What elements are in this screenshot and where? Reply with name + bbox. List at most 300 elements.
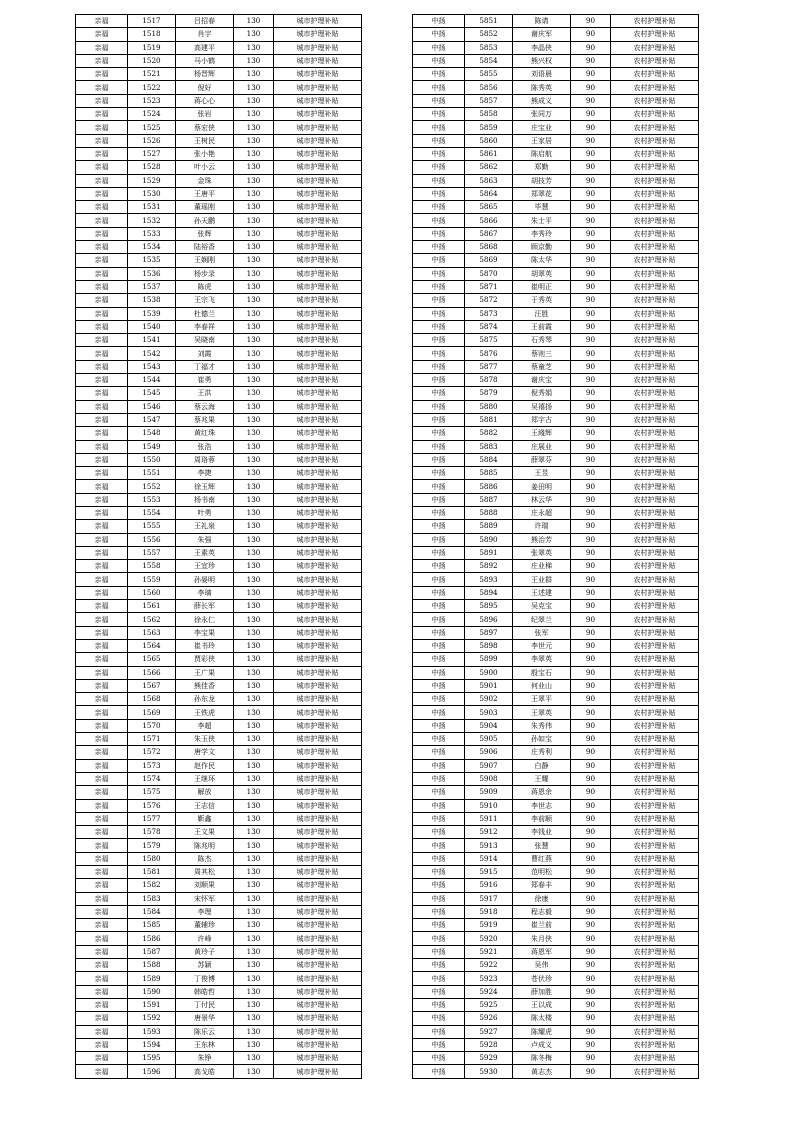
name-cell: 张小艳: [176, 147, 234, 160]
name-cell: 李世元: [513, 639, 571, 652]
table-row: [76, 241, 362, 254]
subsidy-type-cell: 农村护理补贴: [611, 28, 699, 41]
name-cell: 郑宇古: [513, 413, 571, 426]
town-cell: 亲福: [76, 613, 128, 626]
subsidy-type-cell: 城市护理补贴: [274, 294, 362, 307]
name-cell: 张慧: [513, 839, 571, 852]
serial-number-cell: 5905: [465, 733, 513, 746]
amount-cell: 130: [234, 161, 274, 174]
serial-number-cell: 5864: [465, 187, 513, 200]
town-cell: 中扬: [413, 560, 465, 573]
amount-cell: 90: [571, 1065, 611, 1078]
town-cell: 中扬: [413, 307, 465, 320]
serial-number-cell: 5851: [465, 15, 513, 28]
serial-number-cell: 5857: [465, 94, 513, 107]
subsidy-type-cell: 农村护理补贴: [611, 161, 699, 174]
serial-number-cell: 5903: [465, 706, 513, 719]
name-cell: 陈请: [513, 15, 571, 28]
amount-cell: 130: [234, 280, 274, 293]
table-row: [413, 280, 699, 293]
town-cell: 中扬: [413, 294, 465, 307]
serial-number-cell: 5881: [465, 413, 513, 426]
town-cell: 亲福: [76, 759, 128, 772]
subsidy-type-cell: 农村护理补贴: [611, 307, 699, 320]
subsidy-type-cell: 城市护理补贴: [274, 1065, 362, 1078]
serial-number-cell: 1555: [128, 520, 176, 533]
amount-cell: 130: [234, 959, 274, 972]
amount-cell: 130: [234, 467, 274, 480]
table-row: [76, 413, 362, 426]
amount-cell: 130: [234, 400, 274, 413]
amount-cell: 90: [571, 586, 611, 599]
subsidy-type-cell: 农村护理补贴: [611, 706, 699, 719]
town-cell: 亲福: [76, 693, 128, 706]
table-row: [413, 360, 699, 373]
name-cell: 黄玲子: [176, 945, 234, 958]
subsidy-type-cell: 城市护理补贴: [274, 799, 362, 812]
serial-number-cell: 1526: [128, 134, 176, 147]
name-cell: 王东林: [176, 1038, 234, 1051]
name-cell: 顾京勤: [513, 241, 571, 254]
town-cell: 中扬: [413, 1012, 465, 1025]
subsidy-type-cell: 农村护理补贴: [611, 759, 699, 772]
town-cell: 中扬: [413, 653, 465, 666]
town-cell: 亲福: [76, 799, 128, 812]
name-cell: 杨步录: [176, 267, 234, 280]
amount-cell: 90: [571, 546, 611, 559]
town-cell: 亲福: [76, 866, 128, 879]
town-cell: 中扬: [413, 852, 465, 865]
name-cell: 郑勤: [513, 161, 571, 174]
name-cell: 苏颖: [176, 959, 234, 972]
table-row: [76, 1025, 362, 1038]
serial-number-cell: 1579: [128, 839, 176, 852]
serial-number-cell: 1583: [128, 892, 176, 905]
town-cell: 亲福: [76, 161, 128, 174]
serial-number-cell: 5907: [465, 759, 513, 772]
serial-number-cell: 5913: [465, 839, 513, 852]
serial-number-cell: 1534: [128, 241, 176, 254]
subsidy-type-cell: 城市护理补贴: [274, 374, 362, 387]
serial-number-cell: 5896: [465, 613, 513, 626]
town-cell: 中扬: [413, 334, 465, 347]
name-cell: 白静: [513, 759, 571, 772]
subsidy-type-cell: 农村护理补贴: [611, 227, 699, 240]
town-cell: 亲福: [76, 134, 128, 147]
town-cell: 亲福: [76, 387, 128, 400]
subsidy-type-cell: 农村护理补贴: [611, 493, 699, 506]
subsidy-type-cell: 农村护理补贴: [611, 573, 699, 586]
name-cell: 程志毅: [513, 905, 571, 918]
table-row: [413, 147, 699, 160]
town-cell: 亲福: [76, 320, 128, 333]
serial-number-cell: 1571: [128, 733, 176, 746]
amount-cell: 130: [234, 1052, 274, 1065]
town-cell: 亲福: [76, 480, 128, 493]
serial-number-cell: 1570: [128, 719, 176, 732]
serial-number-cell: 5888: [465, 506, 513, 519]
subsidy-type-cell: 城市护理补贴: [274, 573, 362, 586]
subsidy-type-cell: 城市护理补贴: [274, 998, 362, 1011]
town-cell: 亲福: [76, 440, 128, 453]
amount-cell: 130: [234, 254, 274, 267]
serial-number-cell: 1540: [128, 320, 176, 333]
table-row: [413, 932, 699, 945]
name-cell: 蔡则三: [513, 347, 571, 360]
table-row: [76, 147, 362, 160]
amount-cell: 90: [571, 121, 611, 134]
name-cell: 何业山: [513, 679, 571, 692]
name-cell: 陈杰: [176, 852, 234, 865]
name-cell: 王前霞: [513, 320, 571, 333]
town-cell: 中扬: [413, 626, 465, 639]
name-cell: 赵作民: [176, 759, 234, 772]
town-cell: 中扬: [413, 108, 465, 121]
subsidy-type-cell: 城市护理补贴: [274, 81, 362, 94]
table-row: [413, 679, 699, 692]
subsidy-type-cell: 农村护理补贴: [611, 121, 699, 134]
town-cell: 亲福: [76, 400, 128, 413]
town-cell: 中扬: [413, 480, 465, 493]
town-cell: 亲福: [76, 1052, 128, 1065]
town-cell: 亲福: [76, 1065, 128, 1078]
serial-number-cell: 1548: [128, 427, 176, 440]
subsidy-type-cell: 城市护理补贴: [274, 919, 362, 932]
amount-cell: 90: [571, 826, 611, 839]
name-cell: 薛加胜: [513, 985, 571, 998]
serial-number-cell: 5856: [465, 81, 513, 94]
town-cell: 中扬: [413, 320, 465, 333]
table-row: [413, 759, 699, 772]
subsidy-type-cell: 城市护理补贴: [274, 945, 362, 958]
amount-cell: 90: [571, 1052, 611, 1065]
table-row: [76, 520, 362, 533]
town-cell: 亲福: [76, 254, 128, 267]
name-cell: 张翠英: [513, 546, 571, 559]
name-cell: 吴禧扬: [513, 400, 571, 413]
subsidy-type-cell: 农村护理补贴: [611, 241, 699, 254]
name-cell: 张辉: [176, 227, 234, 240]
table-row: [413, 427, 699, 440]
name-cell: 徐永仁: [176, 613, 234, 626]
serial-number-cell: 1560: [128, 586, 176, 599]
name-cell: 庄业梯: [513, 560, 571, 573]
name-cell: 曹红燕: [513, 852, 571, 865]
table-row: [76, 427, 362, 440]
town-cell: 亲福: [76, 493, 128, 506]
name-cell: 张军: [513, 626, 571, 639]
serial-number-cell: 1586: [128, 932, 176, 945]
amount-cell: 130: [234, 440, 274, 453]
subsidy-type-cell: 城市护理补贴: [274, 360, 362, 373]
amount-cell: 130: [234, 387, 274, 400]
serial-number-cell: 1576: [128, 799, 176, 812]
amount-cell: 130: [234, 15, 274, 28]
town-cell: 亲福: [76, 15, 128, 28]
serial-number-cell: 5874: [465, 320, 513, 333]
serial-number-cell: 5928: [465, 1038, 513, 1051]
name-cell: 熊成义: [513, 94, 571, 107]
table-row: [76, 733, 362, 746]
town-cell: 亲福: [76, 826, 128, 839]
town-cell: 中扬: [413, 453, 465, 466]
town-cell: 亲福: [76, 294, 128, 307]
subsidy-type-cell: 城市护理补贴: [274, 467, 362, 480]
amount-cell: 90: [571, 440, 611, 453]
serial-number-cell: 1547: [128, 413, 176, 426]
name-cell: 庄宝业: [513, 121, 571, 134]
subsidy-type-cell: 城市护理补贴: [274, 812, 362, 825]
subsidy-type-cell: 城市护理补贴: [274, 879, 362, 892]
serial-number-cell: 5862: [465, 161, 513, 174]
table-row: [413, 214, 699, 227]
amount-cell: 90: [571, 560, 611, 573]
amount-cell: 90: [571, 959, 611, 972]
town-cell: 中扬: [413, 28, 465, 41]
right-subsidy-table: [412, 14, 699, 1079]
amount-cell: 130: [234, 54, 274, 67]
amount-cell: 130: [234, 812, 274, 825]
subsidy-type-cell: 城市护理补贴: [274, 613, 362, 626]
serial-number-cell: 5898: [465, 639, 513, 652]
subsidy-type-cell: 城市护理补贴: [274, 121, 362, 134]
name-cell: 王宗飞: [176, 294, 234, 307]
town-cell: 亲福: [76, 852, 128, 865]
town-cell: 亲福: [76, 201, 128, 214]
table-row: [76, 905, 362, 918]
name-cell: 陈太楼: [513, 1012, 571, 1025]
name-cell: 王翠平: [513, 693, 571, 706]
serial-number-cell: 5917: [465, 892, 513, 905]
subsidy-type-cell: 农村护理补贴: [611, 440, 699, 453]
name-cell: 庄永超: [513, 506, 571, 519]
table-row: [76, 972, 362, 985]
subsidy-type-cell: 城市护理补贴: [274, 972, 362, 985]
table-row: [76, 108, 362, 121]
serial-number-cell: 1567: [128, 679, 176, 692]
name-cell: 解放: [176, 786, 234, 799]
amount-cell: 130: [234, 1038, 274, 1051]
name-cell: 蒋心心: [176, 94, 234, 107]
amount-cell: 130: [234, 108, 274, 121]
subsidy-type-cell: 农村护理补贴: [611, 786, 699, 799]
serial-number-cell: 5866: [465, 214, 513, 227]
amount-cell: 90: [571, 600, 611, 613]
serial-number-cell: 5900: [465, 666, 513, 679]
serial-number-cell: 5884: [465, 453, 513, 466]
amount-cell: 90: [571, 919, 611, 932]
table-row: [413, 1038, 699, 1051]
name-cell: 朱强: [176, 533, 234, 546]
serial-number-cell: 5912: [465, 826, 513, 839]
subsidy-type-cell: 城市护理补贴: [274, 733, 362, 746]
amount-cell: 90: [571, 666, 611, 679]
amount-cell: 130: [234, 307, 274, 320]
name-cell: 蔡兆果: [176, 413, 234, 426]
subsidy-type-cell: 城市护理补贴: [274, 546, 362, 559]
subsidy-type-cell: 城市护理补贴: [274, 679, 362, 692]
amount-cell: 90: [571, 161, 611, 174]
serial-number-cell: 1537: [128, 280, 176, 293]
subsidy-type-cell: 城市护理补贴: [274, 41, 362, 54]
table-row: [76, 1012, 362, 1025]
amount-cell: 90: [571, 998, 611, 1011]
amount-cell: 90: [571, 467, 611, 480]
town-cell: 亲福: [76, 1012, 128, 1025]
amount-cell: 130: [234, 520, 274, 533]
amount-cell: 90: [571, 227, 611, 240]
serial-number-cell: 5922: [465, 959, 513, 972]
subsidy-type-cell: 城市护理补贴: [274, 786, 362, 799]
subsidy-type-cell: 农村护理补贴: [611, 839, 699, 852]
serial-number-cell: 5865: [465, 201, 513, 214]
amount-cell: 90: [571, 254, 611, 267]
subsidy-type-cell: 城市护理补贴: [274, 440, 362, 453]
town-cell: 亲福: [76, 905, 128, 918]
name-cell: 熊治芳: [513, 533, 571, 546]
town-cell: 中扬: [413, 161, 465, 174]
subsidy-type-cell: 城市护理补贴: [274, 413, 362, 426]
town-cell: 中扬: [413, 719, 465, 732]
table-row: [76, 573, 362, 586]
subsidy-type-cell: 农村护理补贴: [611, 267, 699, 280]
serial-number-cell: 5899: [465, 653, 513, 666]
serial-number-cell: 5906: [465, 746, 513, 759]
subsidy-type-cell: 农村护理补贴: [611, 998, 699, 1011]
name-cell: 王唐平: [176, 187, 234, 200]
table-row: [413, 746, 699, 759]
subsidy-type-cell: 农村护理补贴: [611, 666, 699, 679]
amount-cell: 130: [234, 453, 274, 466]
name-cell: 徐康: [513, 892, 571, 905]
name-cell: 李秀玲: [513, 227, 571, 240]
serial-number-cell: 5877: [465, 360, 513, 373]
subsidy-type-cell: 农村护理补贴: [611, 94, 699, 107]
name-cell: 王宜珍: [176, 560, 234, 573]
amount-cell: 130: [234, 121, 274, 134]
serial-number-cell: 1594: [128, 1038, 176, 1051]
name-cell: 纪翠兰: [513, 613, 571, 626]
name-cell: 高建平: [176, 41, 234, 54]
name-cell: 王昱: [513, 467, 571, 480]
town-cell: 中扬: [413, 998, 465, 1011]
serial-number-cell: 1545: [128, 387, 176, 400]
serial-number-cell: 1539: [128, 307, 176, 320]
amount-cell: 130: [234, 879, 274, 892]
town-cell: 亲福: [76, 733, 128, 746]
amount-cell: 130: [234, 600, 274, 613]
amount-cell: 130: [234, 560, 274, 573]
name-cell: 崔书玲: [176, 639, 234, 652]
serial-number-cell: 5863: [465, 174, 513, 187]
town-cell: 中扬: [413, 905, 465, 918]
subsidy-type-cell: 农村护理补贴: [611, 905, 699, 918]
name-cell: 王洪: [176, 387, 234, 400]
serial-number-cell: 5929: [465, 1052, 513, 1065]
serial-number-cell: 1530: [128, 187, 176, 200]
amount-cell: 90: [571, 54, 611, 67]
serial-number-cell: 5921: [465, 945, 513, 958]
serial-number-cell: 1558: [128, 560, 176, 573]
town-cell: 中扬: [413, 227, 465, 240]
table-row: [413, 334, 699, 347]
serial-number-cell: 5909: [465, 786, 513, 799]
subsidy-type-cell: 城市护理补贴: [274, 68, 362, 81]
serial-number-cell: 1587: [128, 945, 176, 958]
amount-cell: 130: [234, 892, 274, 905]
town-cell: 亲福: [76, 812, 128, 825]
table-row: [76, 161, 362, 174]
name-cell: 倪好: [176, 81, 234, 94]
table-row: [76, 81, 362, 94]
name-cell: 庄秀利: [513, 746, 571, 759]
name-cell: 孙晏明: [176, 573, 234, 586]
name-cell: 王以成: [513, 998, 571, 1011]
name-cell: 毕慧: [513, 201, 571, 214]
amount-cell: 90: [571, 320, 611, 333]
town-cell: 中扬: [413, 1065, 465, 1078]
subsidy-type-cell: 城市护理补贴: [274, 693, 362, 706]
table-row: [413, 972, 699, 985]
serial-number-cell: 5861: [465, 147, 513, 160]
name-cell: 陈冬梅: [513, 1052, 571, 1065]
name-cell: 张岩: [176, 108, 234, 121]
serial-number-cell: 5891: [465, 546, 513, 559]
table-row: [76, 839, 362, 852]
subsidy-type-cell: 城市护理补贴: [274, 653, 362, 666]
subsidy-type-cell: 农村护理补贴: [611, 41, 699, 54]
town-cell: 中扬: [413, 706, 465, 719]
table-row: [413, 187, 699, 200]
name-cell: 王礼泉: [176, 520, 234, 533]
table-row: [76, 586, 362, 599]
table-row: [76, 959, 362, 972]
subsidy-type-cell: 城市护理补贴: [274, 706, 362, 719]
amount-cell: 130: [234, 134, 274, 147]
serial-number-cell: 1546: [128, 400, 176, 413]
amount-cell: 90: [571, 653, 611, 666]
table-row: [76, 54, 362, 67]
serial-number-cell: 1592: [128, 1012, 176, 1025]
town-cell: 中扬: [413, 267, 465, 280]
table-row: [413, 453, 699, 466]
amount-cell: 90: [571, 174, 611, 187]
table-row: [76, 201, 362, 214]
amount-cell: 90: [571, 453, 611, 466]
subsidy-type-cell: 城市护理补贴: [274, 666, 362, 679]
name-cell: 孙如宝: [513, 733, 571, 746]
serial-number-cell: 1563: [128, 626, 176, 639]
serial-number-cell: 5887: [465, 493, 513, 506]
serial-number-cell: 5882: [465, 427, 513, 440]
subsidy-type-cell: 农村护理补贴: [611, 453, 699, 466]
amount-cell: 130: [234, 972, 274, 985]
town-cell: 亲福: [76, 1025, 128, 1038]
town-cell: 亲福: [76, 746, 128, 759]
town-cell: 中扬: [413, 467, 465, 480]
serial-number-cell: 1557: [128, 546, 176, 559]
town-cell: 中扬: [413, 387, 465, 400]
name-cell: 薛长军: [176, 600, 234, 613]
serial-number-cell: 1519: [128, 41, 176, 54]
serial-number-cell: 1568: [128, 693, 176, 706]
serial-number-cell: 5893: [465, 573, 513, 586]
amount-cell: 90: [571, 679, 611, 692]
serial-number-cell: 1542: [128, 347, 176, 360]
subsidy-type-cell: 城市护理补贴: [274, 639, 362, 652]
name-cell: 许瑞: [513, 520, 571, 533]
name-cell: 许峰: [176, 932, 234, 945]
